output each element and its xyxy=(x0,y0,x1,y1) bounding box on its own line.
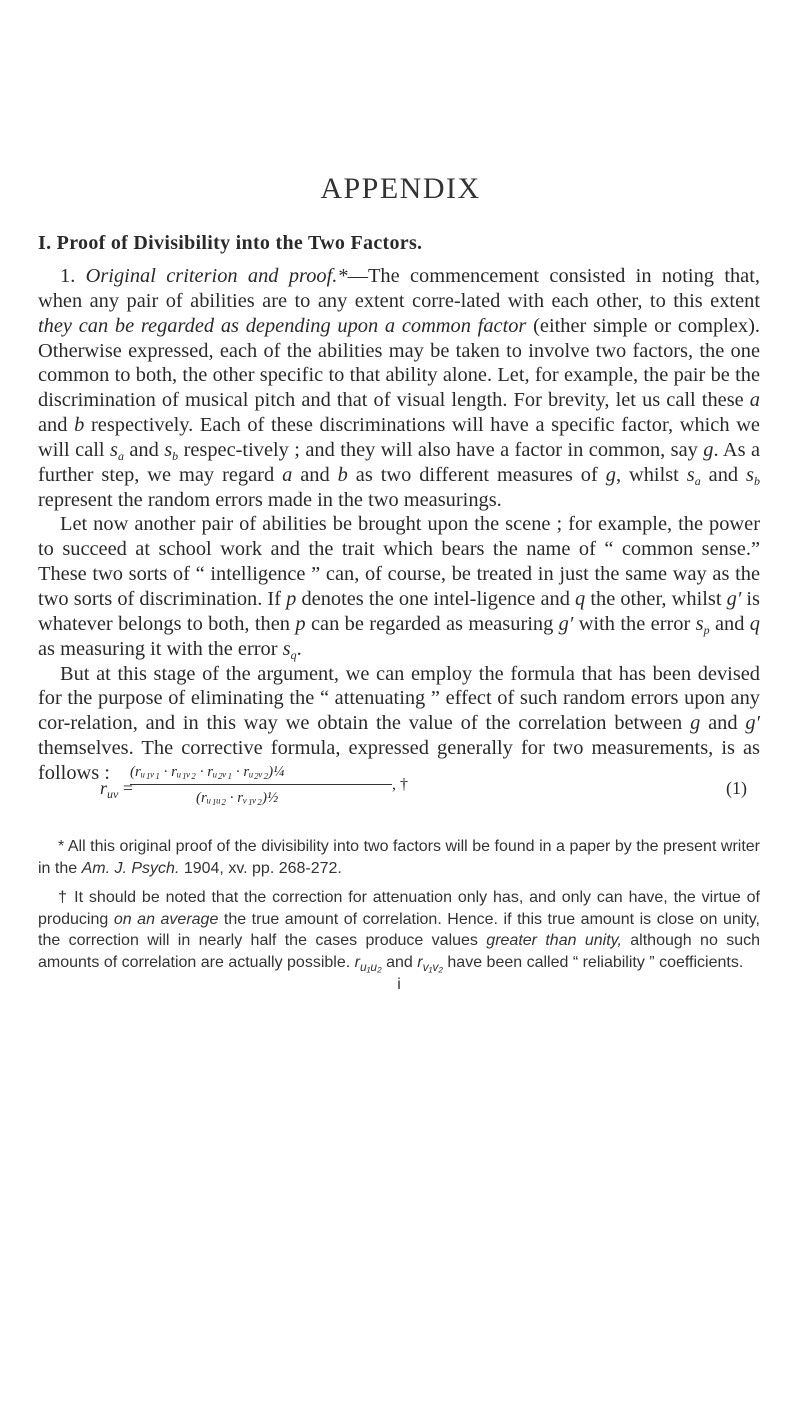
var-s: s xyxy=(282,637,291,660)
text-run: , whilst xyxy=(615,463,687,486)
formula-equals: = xyxy=(122,778,133,798)
text-run: denotes the one intel-ligence and xyxy=(296,587,576,610)
var-s: s xyxy=(110,438,118,461)
text-run: and xyxy=(709,612,750,635)
var-g-prime: g′ xyxy=(558,612,574,635)
footnote-1 xyxy=(38,836,760,879)
text-run: the true amount of correlation. Hence. if this true amount is close on unity, the correction will in nearly half the cases produce values xyxy=(38,910,760,950)
text-run: (either simple or complex). Otherwise expressed, each of the abilities may be taken to involve two factors, the one common to both, the other specific to that ability alone. Let, for example, the pair be the discrimination of musical pitch and that of visual length. For brevity, let us call these xyxy=(38,314,760,412)
text-run: can be regarded as measuring xyxy=(305,612,559,635)
text-run: represent the random errors made in the two measurings. xyxy=(38,488,502,511)
text-run: as measuring it with the error xyxy=(38,637,283,660)
text-run: —The commencement consisted in noting that, when any pair of abilities are to any extent corre-lated with each other, to this extent xyxy=(38,265,760,312)
subscript: b xyxy=(753,473,760,488)
text-run: have been called “ reliability ” coefficients. xyxy=(442,953,744,971)
text-run: and xyxy=(700,463,747,486)
var-g-prime: g′ xyxy=(745,712,761,735)
formula-numerator: (rᵤ₁ᵥ₁ · rᵤ₁ᵥ₂ · rᵤ₂ᵥ₁ · rᵤ₂ᵥ₂)¼ xyxy=(130,764,285,780)
text-run: is whatever belongs to both, then xyxy=(38,587,760,635)
text-run: . As a further step, we may regard xyxy=(38,438,760,486)
var-b: b xyxy=(74,414,85,437)
subscript: u₁u₂ xyxy=(359,959,382,974)
var-s: s xyxy=(686,463,695,486)
formula-r: r xyxy=(100,778,108,798)
subscript: a xyxy=(117,448,124,463)
text-run: the other, whilst xyxy=(585,587,727,610)
appendix-heading: APPENDIX xyxy=(320,172,481,205)
text-run: respectively. Each of these discriminations will have a specific factor, which we will call xyxy=(38,414,760,461)
text-run: * All this original proof of the divisibility into two factors will be found in a paper by the present writer in the xyxy=(38,838,760,877)
formula-denominator: (rᵤ₁ᵤ₂ · rᵥ₁ᵥ₂)½ xyxy=(196,790,279,806)
text-run: and xyxy=(700,712,746,735)
var-r: r xyxy=(354,953,360,971)
var-s: s xyxy=(164,438,173,461)
var-g: g xyxy=(703,438,714,461)
var-g-prime: g′ xyxy=(726,587,742,610)
para-number: 1. xyxy=(60,265,76,287)
formula-lhs-subscript: uv xyxy=(107,787,119,801)
var-q: q xyxy=(749,612,760,635)
var-g: g xyxy=(690,712,701,735)
emphasis: on an average xyxy=(113,910,219,928)
text-run: themselves. The corrective formula, expressed generally for two measurements, is as follows : xyxy=(38,737,760,784)
text-run: 1904, xv. pp. 268-272. xyxy=(179,859,342,877)
text-run: and xyxy=(123,438,165,461)
var-r: r xyxy=(417,953,423,971)
subscript: a xyxy=(694,473,701,488)
fraction-bar xyxy=(130,784,392,785)
text-run: † It should be noted that the correction for attenuation only has, and only can have, the virtue of producing xyxy=(38,889,760,928)
page-folio: i xyxy=(397,975,401,993)
paragraph-1 xyxy=(38,264,760,512)
text-run: and xyxy=(292,463,338,486)
subscript: p xyxy=(703,622,710,637)
formula-dagger: , † xyxy=(392,776,408,793)
var-a: a xyxy=(282,463,293,486)
subscript: q xyxy=(290,647,297,662)
var-p: p xyxy=(295,612,306,635)
body-text xyxy=(38,264,760,786)
formula-lhs xyxy=(100,778,133,799)
var-b: b xyxy=(337,463,348,486)
var-p: p xyxy=(286,587,297,610)
paragraph-2 xyxy=(38,512,760,661)
var-s: s xyxy=(695,612,704,635)
text-run: and xyxy=(38,414,75,437)
emphasis: they can be regarded as depending upon a common factor xyxy=(38,314,527,337)
text-run: with the error xyxy=(573,612,696,635)
var-a: a xyxy=(749,389,760,412)
para-title: Original criterion and proof.* xyxy=(85,265,348,287)
var-g: g xyxy=(605,463,616,486)
text-run: . xyxy=(296,637,302,660)
text-run: as two different measures of xyxy=(347,463,606,486)
var-s: s xyxy=(746,463,754,486)
text-run: But at this stage of the argument, we can employ the formula that has been devised for the purpose of eliminating the “ attenuating ” effect of such random errors upon any cor-relation, and in this way we obtain the value of the correlation between xyxy=(38,662,760,735)
text-run: although no such amounts of correlation are actually possible. xyxy=(38,932,760,971)
section-title: I. Proof of Divisibility into the Two Factors. xyxy=(38,232,423,254)
subscript: b xyxy=(172,448,179,463)
text-run: and xyxy=(381,953,418,971)
subscript: v₁v₂ xyxy=(422,959,443,974)
journal-title: Am. J. Psych. xyxy=(81,859,180,877)
attenuation-formula xyxy=(100,760,760,822)
footnote-2 xyxy=(38,887,760,973)
text-run: respec-tively ; and they will also have a factor in common, say xyxy=(178,438,704,461)
var-q: q xyxy=(575,587,586,610)
footnotes xyxy=(38,836,760,995)
emphasis: greater than unity, xyxy=(486,932,622,950)
equation-number: (1) xyxy=(726,778,747,798)
text-run: Let now another pair of abilities be brought upon the scene ; for example, the power to succeed at school work and the trait which bears the name of “ common sense.” These two sorts of “ intelligence ” can, of course, be treated in just the same way as the two sorts of discrimination. If xyxy=(38,513,760,610)
